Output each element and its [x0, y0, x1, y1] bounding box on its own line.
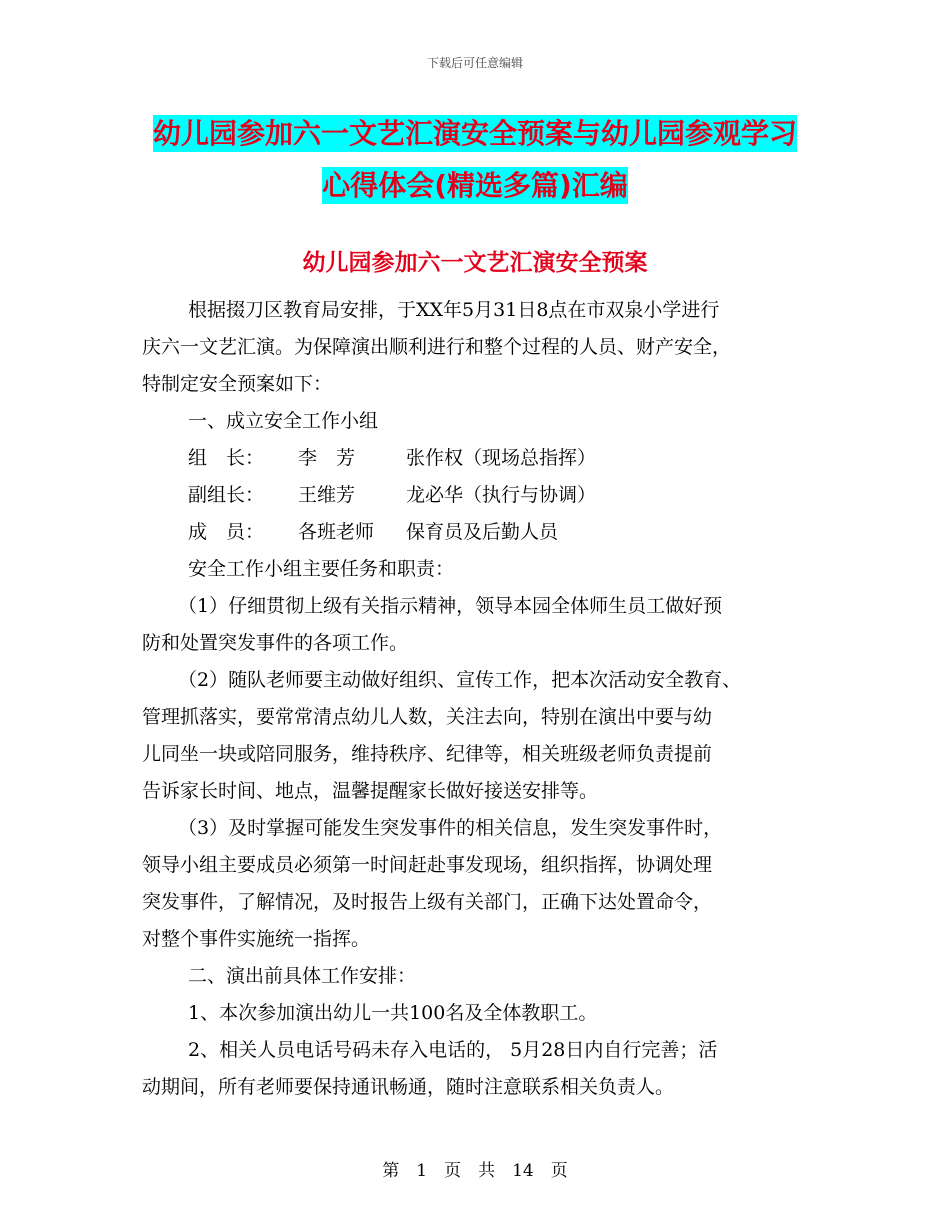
paragraph-line: 领导小组主要成员必须第一时间赶赴事发现场，组织指挥，协调处理: [142, 854, 713, 876]
deputy-name: 王维芳: [298, 484, 356, 506]
leader-role: 组 长：: [188, 447, 265, 469]
paragraph-line: （1）仔细贯彻上级有关指示精神，领导本园全体师生员工做好预: [178, 595, 723, 617]
paragraph-line: 儿同坐一块或陪同服务，维持秩序、纪律等，相关班级老师负责提前: [142, 743, 713, 765]
deputy-row: [142, 477, 822, 514]
paragraph-line: 告诉家长时间、地点，温馨提醒家长做好接送安排等。: [142, 780, 599, 802]
paragraph-line: 突发事件，了解情况，及时报告上级有关部门，正确下达处置命令，: [142, 891, 713, 913]
member-other: 保育员及后勤人员: [406, 521, 559, 543]
section-title: 幼儿园参加六一文艺汇演安全预案: [302, 250, 648, 276]
heading-group: 一、成立安全工作小组: [188, 410, 379, 432]
paragraph-line: 特制定安全预案如下：: [142, 373, 333, 395]
document-body: [142, 292, 822, 1106]
deputy-role: 副组长：: [188, 484, 265, 506]
document-title: [0, 108, 950, 212]
deputy-other: 龙必华（执行与协调）: [406, 484, 597, 506]
page-footer: 第 1 页 共 14 页: [382, 1161, 568, 1181]
paragraph-line: 动期间，所有老师要保持通讯畅通，随时注意联系相关负责人。: [142, 1076, 675, 1098]
paragraph-line: 对整个事件实施统一指挥。: [142, 928, 371, 950]
member-row: [142, 514, 822, 551]
list-item: 1、本次参加演出幼儿一共100名及全体教职工。: [188, 1002, 598, 1024]
list-item: 2、相关人员电话号码未存入电话的， 5月28日内自行完善；活: [188, 1039, 718, 1061]
leader-row: [142, 440, 822, 477]
member-role: 成 员：: [188, 521, 265, 543]
paragraph-line: 防和处置突发事件的各项工作。: [142, 632, 409, 654]
leader-other: 张作权（现场总指挥）: [406, 447, 597, 469]
header-note: 下载后可任意编辑: [426, 56, 523, 70]
member-name: 各班老师: [298, 521, 375, 543]
paragraph-line: （2）随队老师要主动做好组织、宣传工作，把本次活动安全教育、: [178, 669, 742, 691]
paragraph-line: （3）及时掌握可能发生突发事件的相关信息，发生突发事件时，: [178, 817, 723, 839]
title-line-1: 幼儿园参加六一文艺汇演安全预案与幼儿园参观学习: [152, 117, 797, 150]
duty-heading: 安全工作小组主要任务和职责：: [188, 558, 455, 580]
title-line-2: 心得体会(精选多篇)汇编: [322, 169, 628, 202]
paragraph-line: 庆六一文艺汇演。为保障演出顺利进行和整个过程的人员、财产安全，: [142, 336, 732, 358]
leader-name: 李 芳: [298, 447, 356, 469]
paragraph-line: 管理抓落实，要常常清点幼儿人数，关注去向，特别在演出中要与幼: [142, 706, 713, 728]
heading-schedule: 二、演出前具体工作安排：: [188, 965, 417, 987]
paragraph-line: 根据掇刀区教育局安排，于XX年5月31日8点在市双泉小学进行: [188, 299, 720, 321]
